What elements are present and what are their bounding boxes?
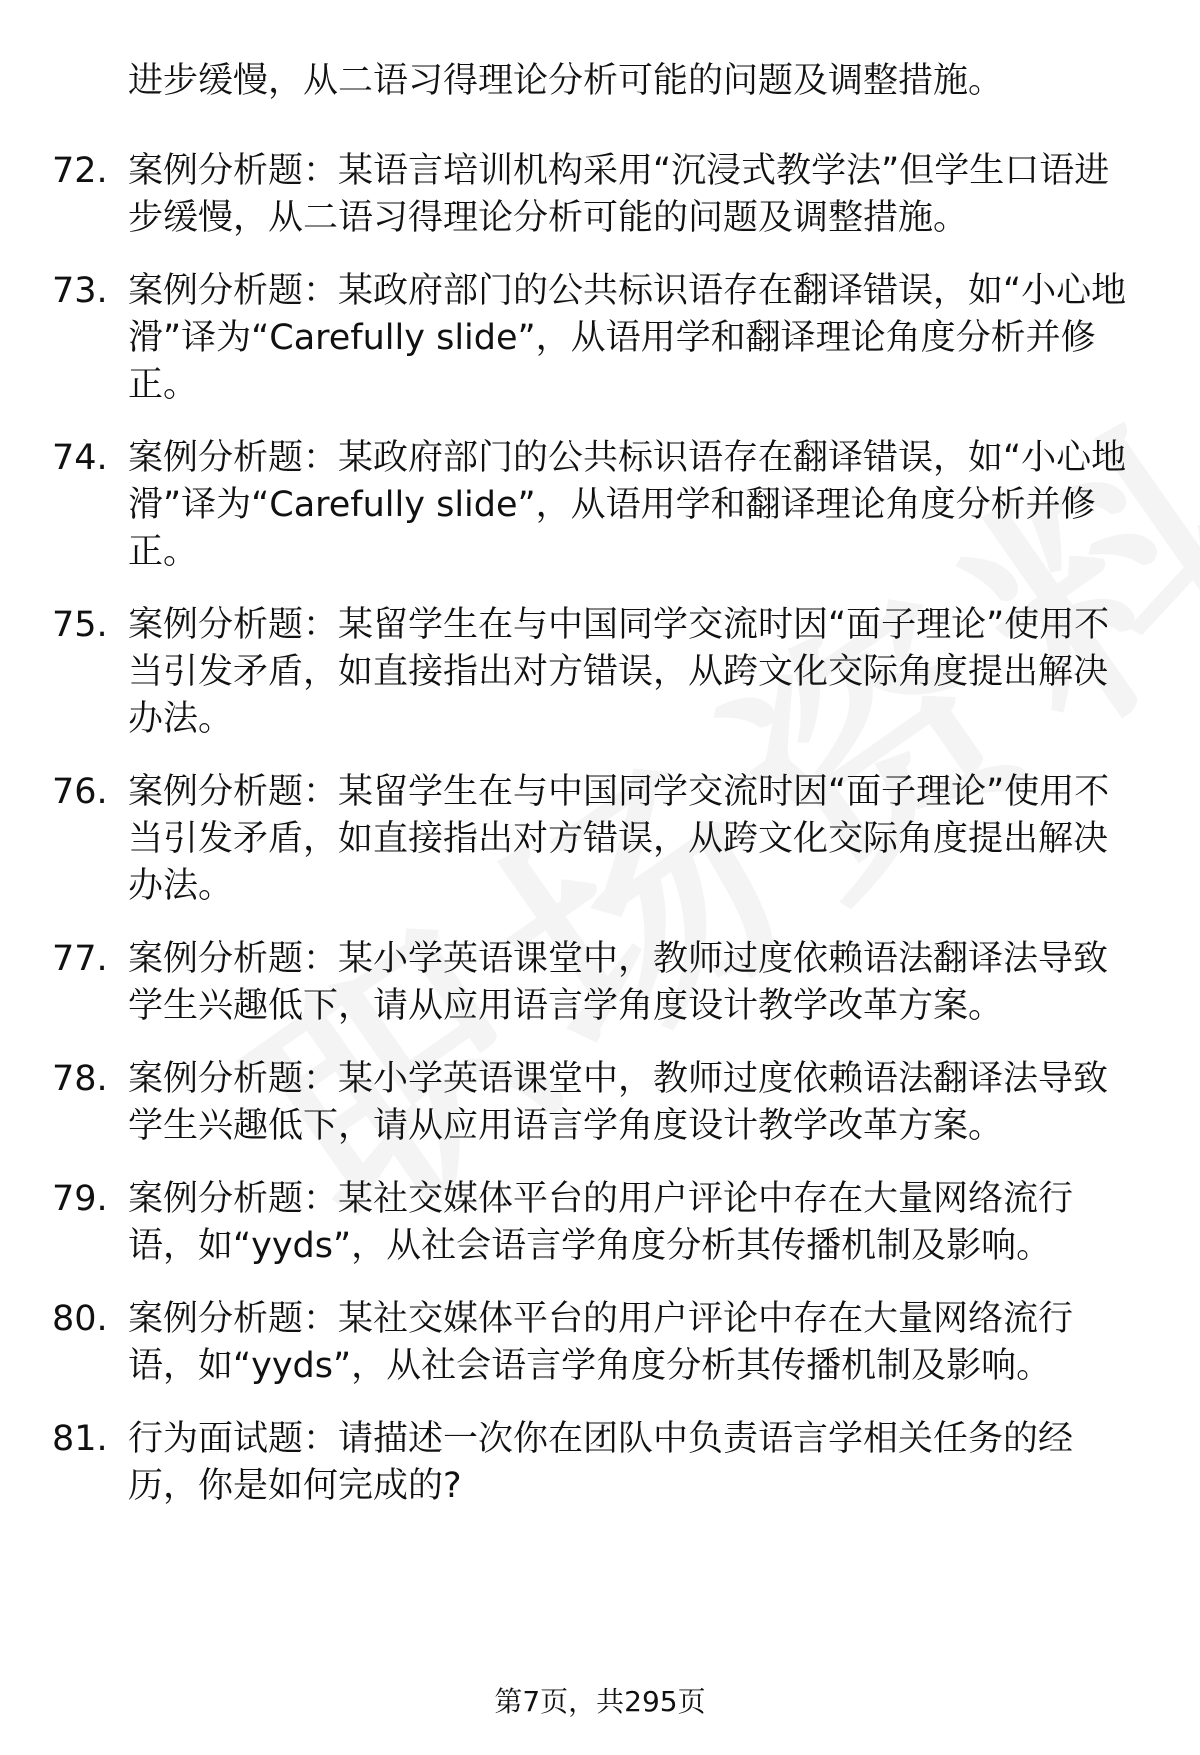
question-text: 案例分析题：某政府部门的公共标识语存在翻译错误，如“小心地滑”译为“Carefully slide”，从语用学和翻译理论角度分析并修正。 <box>128 438 1127 572</box>
question-number: 75. <box>52 605 108 645</box>
question-number: 76. <box>52 772 108 812</box>
question-number: 80. <box>52 1299 108 1339</box>
question-number: 72. <box>52 151 108 191</box>
question-text: 行为面试题：请描述一次你在团队中负责语言学相关任务的经历，你是如何完成的? <box>128 1419 1074 1506</box>
question-text: 案例分析题：某社交媒体平台的用户评论中存在大量网络流行语，如“yyds”，从社会语言学角度分析其传播机制及影响。 <box>128 1179 1074 1266</box>
question-text: 案例分析题：某留学生在与中国同学交流时因“面子理论”使用不当引发矛盾，如直接指出对方错误，从跨文化交际角度提出解决办法。 <box>128 772 1110 906</box>
question-item <box>0 936 1200 1030</box>
continuation-text: 进步缓慢，从二语习得理论分析可能的问题及调整措施。 <box>128 61 1004 101</box>
page-footer: 第7页，共295页 <box>494 1685 706 1718</box>
question-item <box>0 268 1200 409</box>
question-text: 案例分析题：某留学生在与中国同学交流时因“面子理论”使用不当引发矛盾，如直接指出对方错误，从跨文化交际角度提出解决办法。 <box>128 605 1110 739</box>
question-item <box>0 148 1200 242</box>
question-item <box>0 435 1200 576</box>
question-text: 案例分析题：某小学英语课堂中，教师过度依赖语法翻译法导致学生兴趣低下，请从应用语言学角度设计教学改革方案。 <box>128 1059 1109 1146</box>
question-list <box>0 148 1200 1536</box>
question-item <box>0 1056 1200 1150</box>
question-number: 79. <box>52 1179 108 1219</box>
question-number: 78. <box>52 1059 108 1099</box>
question-text: 案例分析题：某小学英语课堂中，教师过度依赖语法翻译法导致学生兴趣低下，请从应用语言学角度设计教学改革方案。 <box>128 939 1109 1026</box>
question-text: 案例分析题：某社交媒体平台的用户评论中存在大量网络流行语，如“yyds”，从社会语言学角度分析其传播机制及影响。 <box>128 1299 1074 1386</box>
question-number: 81. <box>52 1419 108 1459</box>
question-number: 74. <box>52 438 108 478</box>
question-item <box>0 1176 1200 1270</box>
question-item <box>0 1416 1200 1510</box>
question-text: 案例分析题：某语言培训机构采用“沉浸式教学法”但学生口语进步缓慢，从二语习得理论分析可能的问题及调整措施。 <box>128 151 1110 238</box>
question-item <box>0 1296 1200 1390</box>
question-number: 77. <box>52 939 108 979</box>
question-text: 案例分析题：某政府部门的公共标识语存在翻译错误，如“小心地滑”译为“Carefully slide”，从语用学和翻译理论角度分析并修正。 <box>128 271 1127 405</box>
question-item <box>0 769 1200 910</box>
question-item <box>0 602 1200 743</box>
question-number: 73. <box>52 271 108 311</box>
